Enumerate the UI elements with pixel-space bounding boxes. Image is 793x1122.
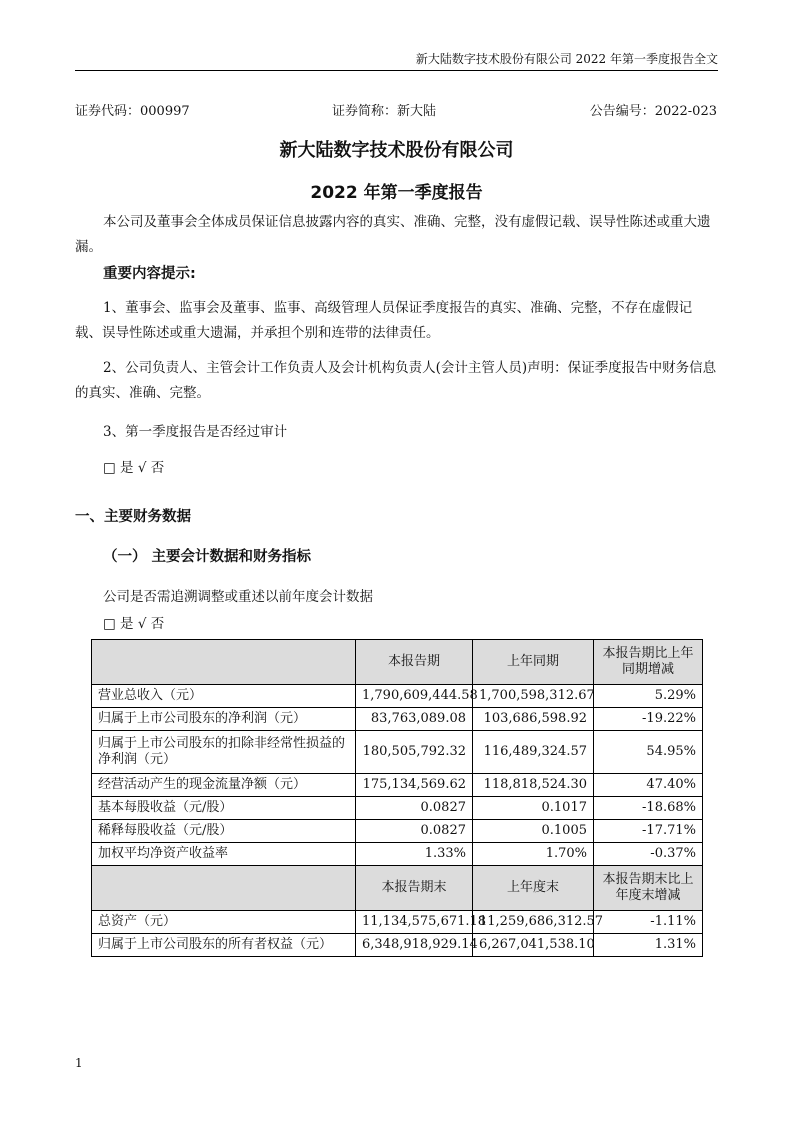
table-cell: -17.71% (594, 820, 703, 843)
row-label: 总资产（元） (92, 911, 356, 934)
row-label: 经营活动产生的现金流量净额（元） (92, 774, 356, 797)
row-label: 归属于上市公司股东的净利润（元） (92, 708, 356, 731)
table-cell: 118,818,524.30 (473, 774, 594, 797)
company-title: 新大陆数字技术股份有限公司 (279, 140, 514, 161)
table-row (92, 685, 703, 708)
column-header: 本报告期末 (356, 866, 473, 911)
restate-choice: □ 是 √ 否 (103, 616, 165, 632)
table-cell: 83,763,089.08 (356, 708, 473, 731)
table-row (92, 911, 703, 934)
table-cell: 1.33% (356, 843, 473, 866)
column-header: 上年同期 (473, 640, 594, 685)
table-cell: -0.37% (594, 843, 703, 866)
intro-statement: 本公司及董事会全体成员保证信息披露内容的真实、准确、完整，没有虚假记载、误导性陈述或重大遗漏。 (75, 214, 711, 255)
row-label: 归属于上市公司股东的所有者权益（元） (92, 934, 356, 957)
financial-data-table (91, 639, 703, 957)
table-header-row (92, 640, 703, 685)
column-header (92, 640, 356, 685)
table-cell: -19.22% (594, 708, 703, 731)
table-cell: -1.11% (594, 911, 703, 934)
table-cell: 54.95% (594, 731, 703, 774)
stock-short-name: 证券简称：新大陆 (332, 104, 437, 119)
table-cell: 0.1005 (473, 820, 594, 843)
table-cell: 6,267,041,538.10 (473, 934, 594, 957)
table-row (92, 774, 703, 797)
table-cell: 0.0827 (356, 820, 473, 843)
table-cell: 6,348,918,929.14 (356, 934, 473, 957)
row-label: 加权平均净资产收益率 (92, 843, 356, 866)
table-cell: 180,505,792.32 (356, 731, 473, 774)
table-cell: 1,790,609,444.58 (356, 685, 473, 708)
row-label: 归属于上市公司股东的扣除非经常性损益的净利润（元） (92, 731, 356, 774)
table-cell: 5.29% (594, 685, 703, 708)
table-cell: 1.70% (473, 843, 594, 866)
table-row (92, 820, 703, 843)
table-cell: 11,259,686,312.57 (473, 911, 594, 934)
table-cell: 1.31% (594, 934, 703, 957)
column-header: 本报告期比上年同期增减 (594, 640, 703, 685)
row-label: 基本每股收益（元/股） (92, 797, 356, 820)
table-row (92, 708, 703, 731)
table-row (92, 731, 703, 774)
table-cell: 0.0827 (356, 797, 473, 820)
subsection-heading: （一） 主要会计数据和财务指标 (103, 549, 312, 565)
report-title: 2022 年第一季度报告 (310, 183, 483, 203)
page-number: 1 (75, 1056, 83, 1070)
table-row (92, 934, 703, 957)
column-header: 本报告期末比上年度末增减 (594, 866, 703, 911)
table-cell: -18.68% (594, 797, 703, 820)
column-header: 本报告期 (356, 640, 473, 685)
table-cell: 11,134,575,671.18 (356, 911, 473, 934)
table-cell: 0.1017 (473, 797, 594, 820)
table-row (92, 843, 703, 866)
important-item-1: 1、董事会、监事会及董事、监事、高级管理人员保证季度报告的真实、准确、完整，不存在虚假记载、误导性陈述或重大遗漏，并承担个别和连带的法律责任。 (75, 300, 693, 341)
column-header: 上年度末 (473, 866, 594, 911)
notice-number: 公告编号：2022-023 (589, 104, 717, 119)
audit-choice: □ 是 √ 否 (103, 460, 165, 476)
column-header (92, 866, 356, 911)
section-heading: 一、主要财务数据 (75, 509, 191, 525)
table-cell: 116,489,324.57 (473, 731, 594, 774)
running-header: 新大陆数字技术股份有限公司 2022 年第一季度报告全文 (75, 50, 718, 71)
table-cell: 47.40% (594, 774, 703, 797)
row-label: 营业总收入（元） (92, 685, 356, 708)
table-cell: 103,686,598.92 (473, 708, 594, 731)
restate-question: 公司是否需追溯调整或重述以前年度会计数据 (103, 589, 373, 605)
row-label: 稀释每股收益（元/股） (92, 820, 356, 843)
table-cell: 1,700,598,312.67 (473, 685, 594, 708)
stock-code: 证券代码：000997 (75, 104, 190, 119)
table-row (92, 797, 703, 820)
important-heading: 重要内容提示: (103, 266, 196, 282)
important-item-3: 3、第一季度报告是否经过审计 (103, 424, 288, 440)
table-header-row (92, 866, 703, 911)
important-item-2: 2、公司负责人、主管会计工作负责人及会计机构负责人(会计主管人员)声明：保证季度报告中财务信息的真实、准确、完整。 (75, 360, 717, 401)
table-cell: 175,134,569.62 (356, 774, 473, 797)
